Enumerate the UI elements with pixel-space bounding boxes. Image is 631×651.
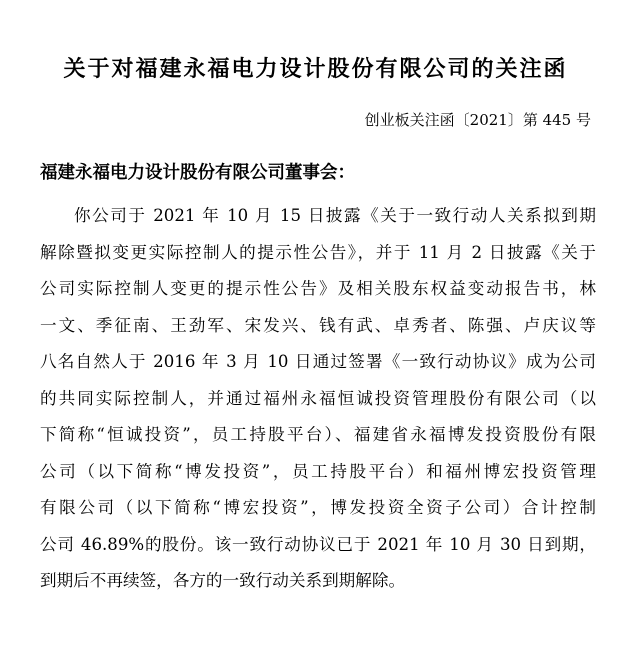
paragraph-line: 的共同实际控制人，并通过福州永福恒诚投资管理股份有限公司（以 [40,388,596,408]
paragraph-line: 解除暨拟变更实际控制人的提示性公告》，并于 11 月 2 日披露《关于 [40,242,596,262]
paragraph-line: 公司 46.89%的股份。该一致行动协议已于 2021 年 10 月 30 日到期， [40,534,596,554]
paragraph-line: 一文、季征南、王劲军、宋发兴、钱有武、卓秀者、陈强、卢庆议等 [40,315,596,335]
paragraph-line: 八名自然人于 2016 年 3 月 10 日通过签署《一致行动协议》成为公司 [40,352,596,371]
document-title: 关于对福建永福电力设计股份有限公司的关注函 [63,57,568,82]
paragraph-line: 有限公司（以下简称“博宏投资”，博发投资全资子公司）合计控制 [40,498,596,517]
salutation: 福建永福电力设计股份有限公司董事会： [40,163,355,183]
body-paragraph [40,198,596,600]
document-number: 创业板关注函〔2021〕第 445 号 [364,111,591,129]
paragraph-line: 公司（以下简称“博发投资”，员工持股平台）和福州博宏投资管理 [40,461,596,481]
paragraph-line: 你公司于 2021 年 10 月 15 日披露《关于一致行动人关系拟到期 [74,206,596,225]
paragraph-line: 下简称“恒诚投资”，员工持股平台）、福建省永福博发投资股份有限 [40,425,596,444]
paragraph-line: 公司实际控制人变更的提示性公告》及相关股东权益变动报告书，林 [40,279,596,298]
paragraph-line: 到期后不再续签，各方的一致行动关系到期解除。 [40,571,406,590]
